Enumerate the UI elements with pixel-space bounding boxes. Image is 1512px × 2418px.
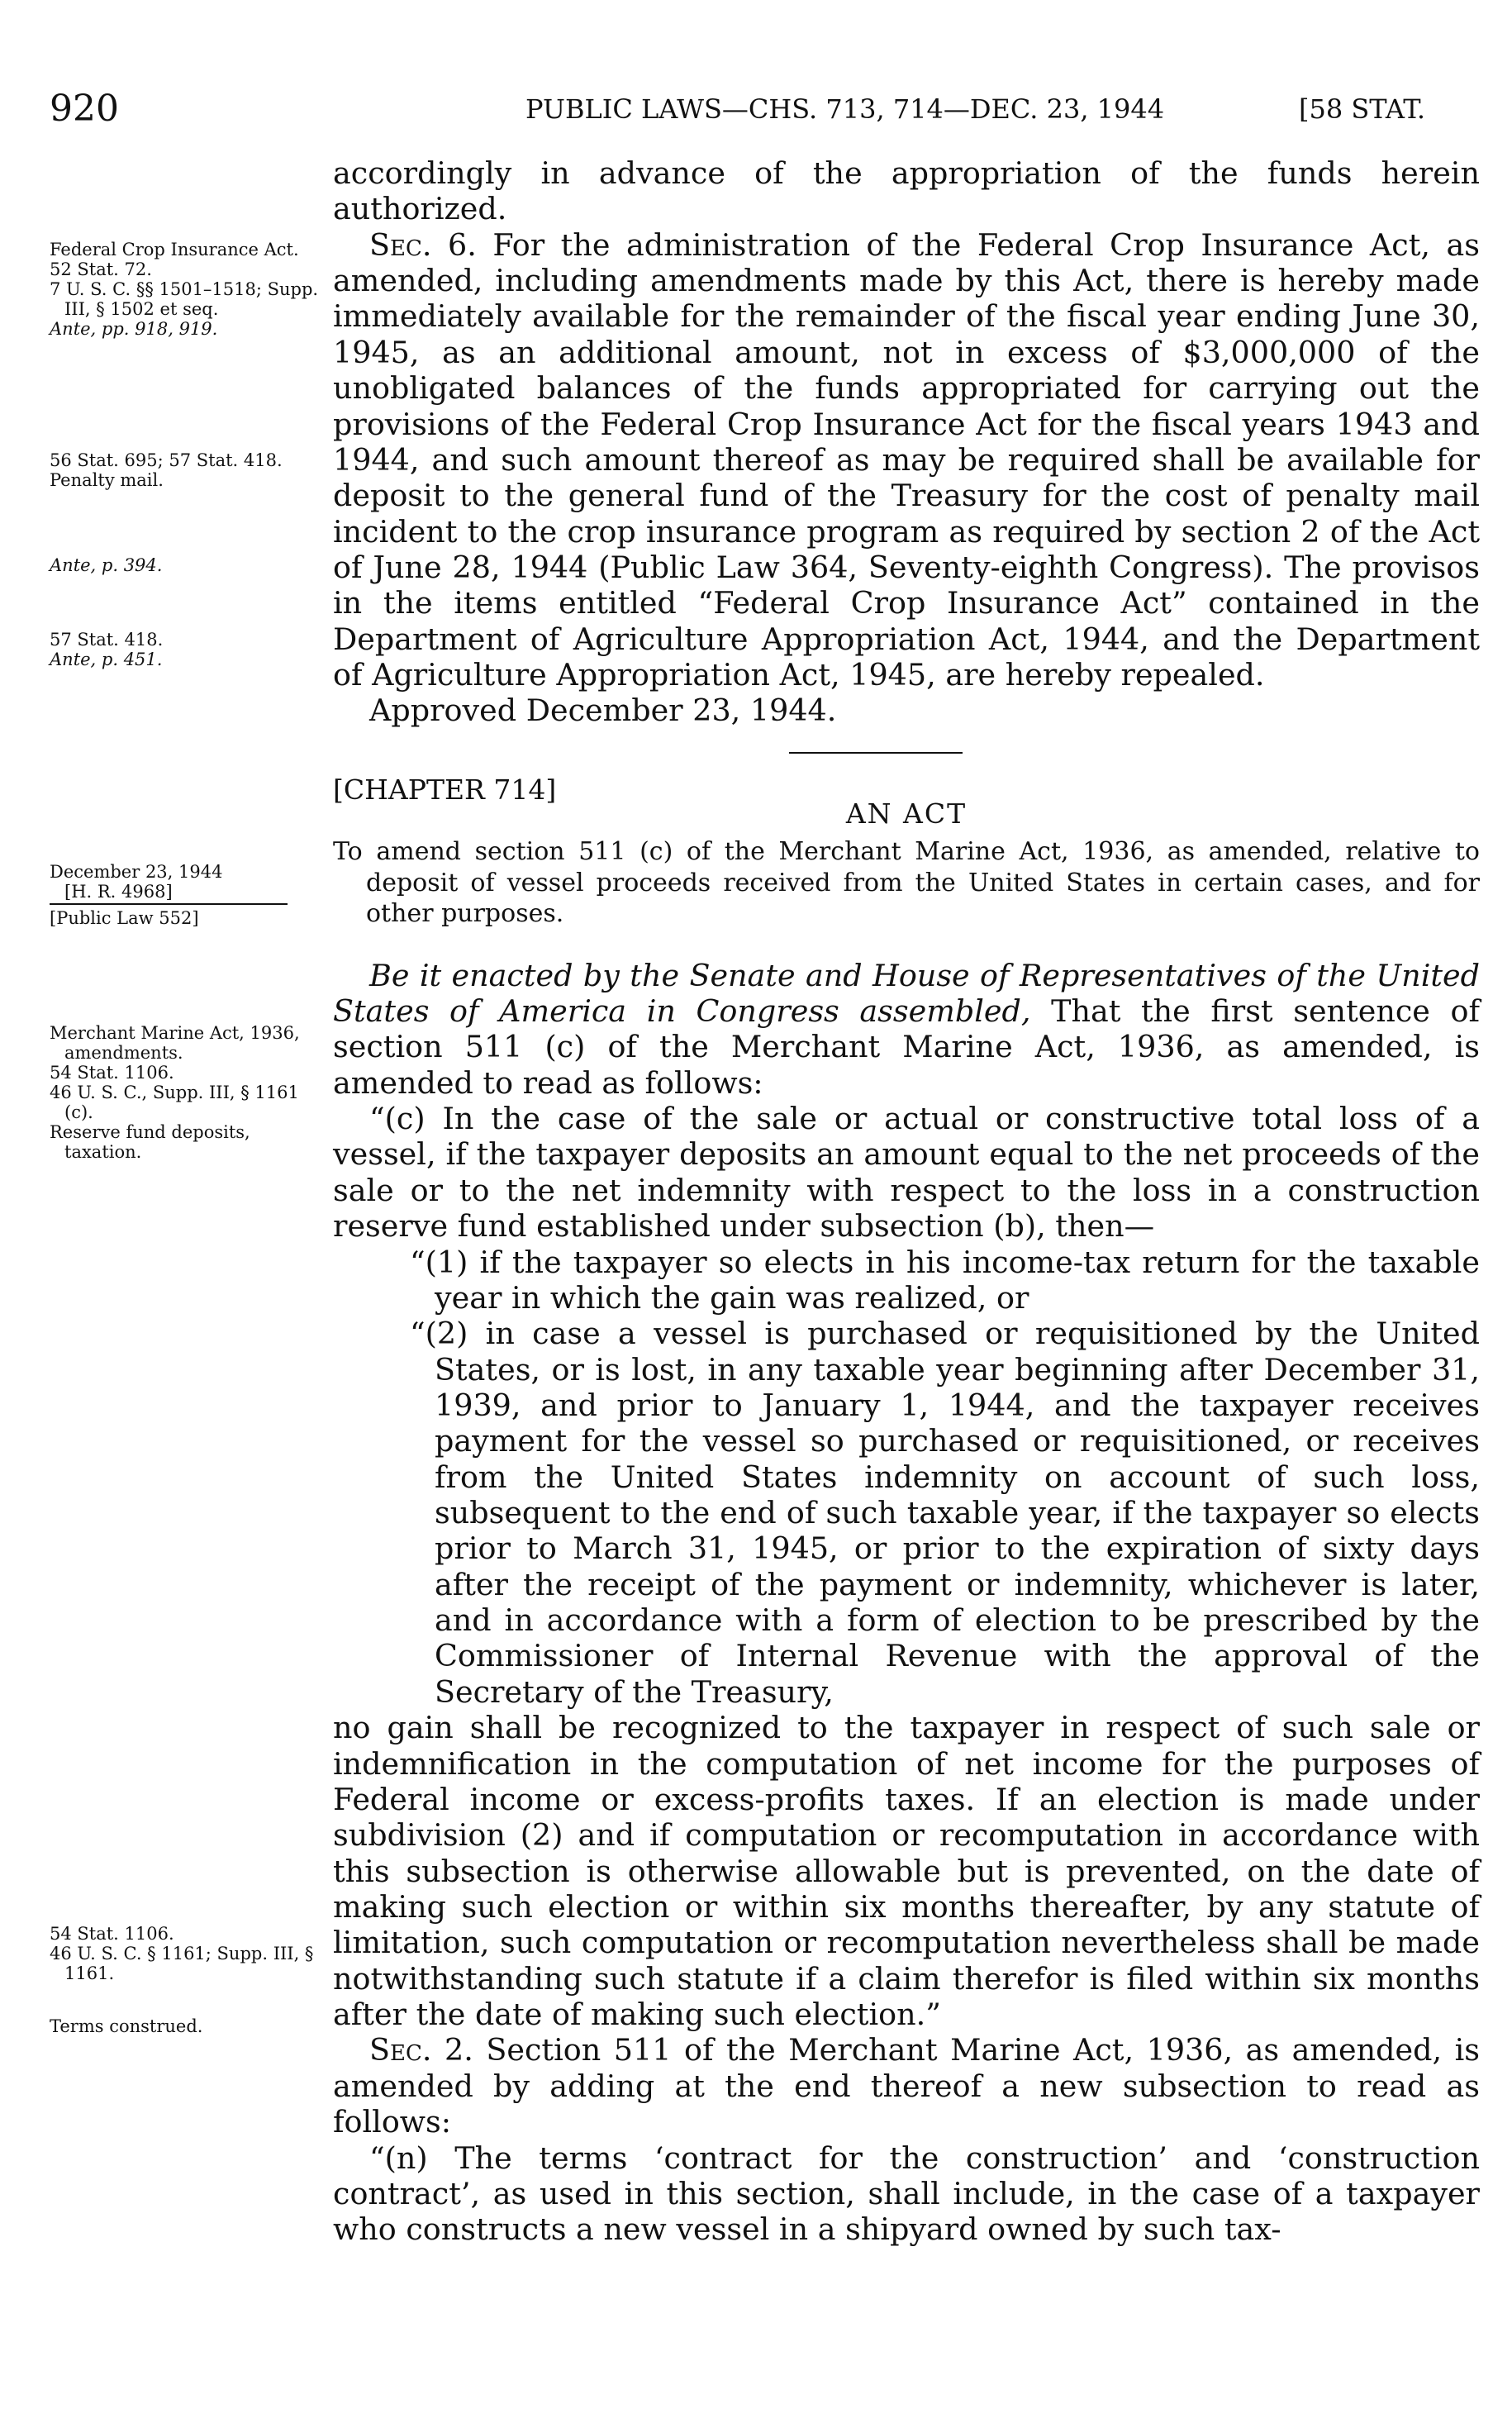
- margin-note-title: Reserve fund deposits, taxation.: [50, 1122, 250, 1162]
- margin-note-ante-394: Ante, p. 394.: [50, 555, 163, 575]
- margin-note-enactment-date: [50, 862, 322, 928]
- section-2: [333, 2032, 1480, 2140]
- margin-note-public-law: [Public Law 552]: [50, 908, 199, 928]
- margin-note-title: Federal Crop Insurance Act.: [50, 240, 299, 259]
- margin-note-section-2: [50, 1924, 322, 1983]
- section-text: Section 511 of the Merchant Marine Act, 1936, as amended, is amended by adding at the end thereof a new subsection to read as follows:: [333, 2032, 1480, 2140]
- margin-note-57-stat: [50, 630, 322, 669]
- margin-note-citation: Ante, pp. 918, 919.: [50, 319, 218, 339]
- margin-note-penalty-mail: [50, 450, 322, 490]
- main-text-column: [333, 155, 1480, 2248]
- margin-note-citation: 46 U. S. C., Supp. III, § 1161 (c).: [50, 1083, 299, 1122]
- running-title: PUBLIC LAWS—CHS. 713, 714—DEC. 23, 1944: [525, 93, 1165, 125]
- page-number: 920: [50, 88, 119, 130]
- margin-note-citation: 56 Stat. 695; 57 Stat. 418.: [50, 450, 283, 470]
- enacting-formula: Be it enacted by the Senate and House of Representatives of the United States of America in Congress assembled,: [333, 957, 1480, 1030]
- section-label: Sec. 2.: [369, 2032, 473, 2068]
- chapter-heading: [CHAPTER 714]: [333, 773, 557, 806]
- subsection-n: “(n) The terms ‘contract for the construction’ and ‘construction contract’, as used in this section, shall include, in the case of a taxpayer who constructs a new vessel in a shipyard owned by such tax-: [333, 2140, 1480, 2248]
- margin-note-title: Penalty mail.: [50, 470, 164, 490]
- approval-line: Approved December 23, 1944.: [369, 693, 837, 729]
- margin-note-citation: 54 Stat. 1106.: [50, 1063, 174, 1083]
- item-2: “(2) in case a vessel is purchased or requisitioned by the United States, or is lost, in any taxable year beginning after December 31, 1939, and prior to January 1, 1944, and the taxpayer receives payment for the vessel so purchased or requisitioned, or receives from the United States indemnity on account of such loss, subsequent to the end of such taxable year, if the taxpayer so elects prior to March 31, 1945, or prior to the expiration of sixty days after the receipt of the payment or indemnity, whichever is later, and in accordance with a form of election to be prescribed by the Commissioner of Internal Revenue with the approval of the Secretary of the Treasury,: [410, 1316, 1480, 1710]
- margin-note-merchant-marine: [50, 1023, 322, 1162]
- section-label: Sec. 6.: [369, 226, 477, 263]
- margin-note-terms-construed: Terms construed.: [50, 2016, 203, 2036]
- paragraph-accordingly: accordingly in advance of the appropriation of the funds herein authorized.: [333, 155, 1480, 227]
- margin-note-citation: 54 Stat. 1106.: [50, 1924, 174, 1944]
- section-6: [333, 227, 1480, 693]
- margin-note-citation: 7 U. S. C. §§ 1501–1518; Supp. III, § 1502 et seq.: [50, 279, 319, 319]
- margin-note-citation: 52 Stat. 72.: [50, 259, 152, 279]
- margin-note-bill-number: [H. R. 4968]: [64, 882, 173, 902]
- item-1: “(1) if the taxpayer so elects in his income-tax return for the taxable year in which the gain was realized, or: [410, 1244, 1480, 1316]
- statute-reference: [58 STAT.: [1299, 93, 1426, 125]
- enacting-clause: [333, 958, 1480, 1101]
- section-divider: [789, 752, 963, 754]
- act-heading: AN ACT: [845, 797, 968, 830]
- act-title: To amend section 511 (c) of the Merchant Marine Act, 1936, as amended, relative to deposit of vessel proceeds received from the United States in certain cases, and for other purposes.: [333, 837, 1480, 929]
- margin-note-citation: 57 Stat. 418.: [50, 630, 164, 650]
- margin-note-date: December 23, 1944: [50, 862, 223, 882]
- section-text: For the administration of the Federal Crop Insurance Act, as amended, including amendments made by this Act, there is hereby made immediately available for the remainder of the fiscal year ending June 30, 1945, as an additional amount, not in excess of $3,000,000 of the unobligated balances of the funds appropriated for carrying out the provisions of the Federal Crop Insurance Act for the fiscal years 1943 and 1944, and such amount thereof as may be required shall be available for deposit to the general fund of the Treasury for the cost of penalty mail incident to the crop insurance program as required by section 2 of the Act of June 28, 1944 (Public Law 364, Seventy-eighth Congress). The provisos in the items entitled “Federal Crop Insurance Act” contained in the Department of Agriculture Appropriation Act, 1944, and the Department of Agriculture Appropriation Act, 1945, are hereby repealed.: [333, 226, 1480, 693]
- margin-note-title: Merchant Marine Act, 1936, amendments.: [50, 1023, 300, 1063]
- subsection-c: “(c) In the case of the sale or actual or constructive total loss of a vessel, if the taxpayer deposits an amount equal to the net proceeds of the sale or to the net indemnity with respect to the loss in a construction reserve fund established under subsection (b), then—: [333, 1101, 1480, 1245]
- enacting-text: That the first sentence of section 511 (c) of the Merchant Marine Act, 1936, as amended, is amended to read as follows:: [333, 993, 1480, 1101]
- no-gain-paragraph: no gain shall be recognized to the taxpayer in respect of such sale or indemnification in the computation of net income for the purposes of Federal income or excess-profits taxes. If an election is made under subdivision (2) and if computation or recomputation in accordance with this subsection is otherwise allowable but is prevented, on the date of making such election or within six months thereafter, by any statute of limitation, such computation or recomputation nevertheless shall be made notwithstanding such statute if a claim therefor is filed within six months after the date of making such election.”: [333, 1710, 1480, 2033]
- margin-note-citation: Ante, p. 451.: [50, 650, 163, 669]
- margin-note-citation: 46 U. S. C. § 1161; Supp. III, § 1161.: [50, 1944, 314, 1983]
- margin-divider: [50, 903, 288, 905]
- margin-note-federal-crop-insurance: [50, 240, 322, 339]
